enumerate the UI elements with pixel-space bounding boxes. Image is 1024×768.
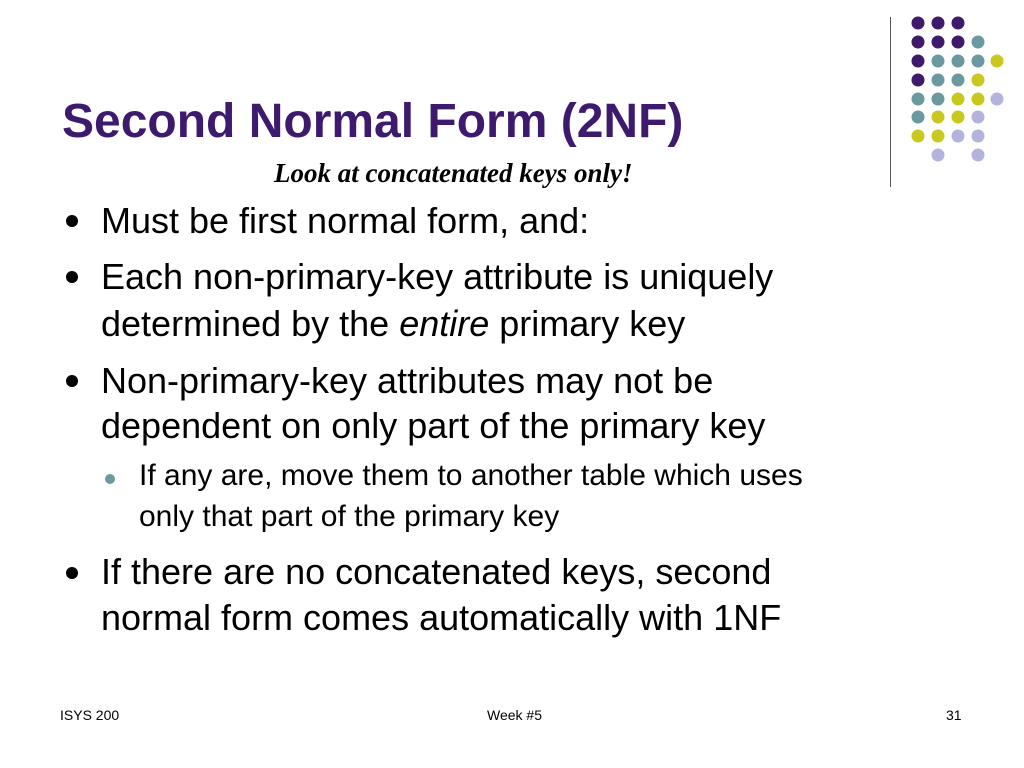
bullet-2-text-line2	[101, 302, 685, 346]
bullet-2-text-segment: primary key	[489, 303, 686, 344]
bullet-1-text: Must be first normal form, and:	[101, 200, 590, 241]
bullet-4-text-line1: If there are no concatenated keys, second	[101, 551, 772, 592]
bullet-2-text-segment: determined by the	[101, 303, 400, 344]
bullet-marker	[66, 375, 78, 387]
bullet-3-text-line1: Non-primary-key attributes may not be	[101, 360, 714, 401]
slide-subtitle: Look at concatenated keys only!	[274, 158, 633, 188]
footer-course: ISYS 200	[60, 707, 120, 723]
sub-bullet-marker	[105, 474, 115, 484]
sub-bullet-text-line2: only that part of the primary key	[139, 500, 560, 533]
bullet-2-text-line1: Each non-primary-key attribute is uniquely	[101, 256, 774, 297]
sub-bullet-text-line1: If any are, move them to another table which uses	[139, 459, 803, 492]
bullet-4-text-line2: normal form comes automatically with 1NF	[101, 597, 782, 638]
slide-title: Second Normal Form (2NF)	[62, 95, 684, 148]
bullet-marker	[66, 271, 78, 283]
bullet-marker	[66, 215, 78, 227]
footer-slide-number: 31	[946, 707, 962, 723]
bullet-marker	[66, 567, 78, 579]
footer-week: Week #5	[487, 707, 542, 723]
bullet-3-text-line2: dependent on only part of the primary key	[101, 405, 766, 446]
bullet-2-emphasis: entire	[399, 303, 490, 344]
